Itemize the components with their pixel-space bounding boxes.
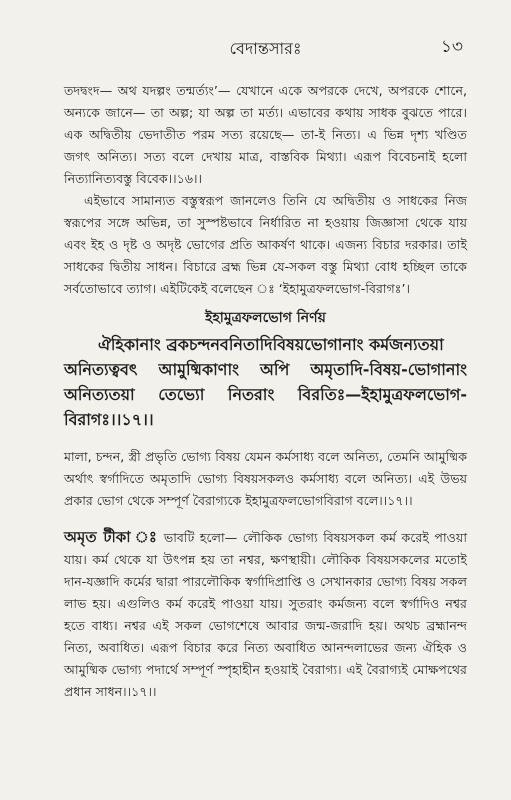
paragraph-1: তদদ্বংদ— অথ যদল্পং তন্মর্ত্যং’— যেখানে একে অপরকে দেখে, অপরকে শোনে, অন্যকে জানে— তা অল্প; যা অল্প তা মর্ত্য। এভাবের কথায় সাধক বুঝতে পারে। এক অদ্বিতীয় ভেদাতীত পরম সত্য রয়েছে— তা-ই নিত্য। এ ভিন্ন দৃশ্য খণ্ডিত জগৎ অনিত্য। সত্য বলে দেখায় মাত্র, বাস্তবিক মিথ্যা। এরূপ বিবেচনাই হলো নিত্যানিত্যবস্তু বিবেক।।১৬।। [64, 83, 467, 186]
paragraph-2: এইভাবে সামান্যত বস্তুস্বরূপ জানলেও তিনি যে অদ্বিতীয় ও সাধকের নিজ স্বরূপের সঙ্গে অভিন্ন, তা সুস্পষ্টভাবে নির্ধারিত না হওয়ায় জিজ্ঞাসা থেকে যায় এবং ইহ ও দৃষ্ট ও অদৃষ্ট ভোগের প্রতি আকর্ষণ থাকে। এজন্য বিচার দরকার। তাই সাধকের দ্বিতীয় সাধন। বিচারে ব্রহ্ম ভিন্ন যে-সকল বস্তু মিথ্যা বোধ হচ্ছিল তাকে সর্বতোভাবে ত্যাগ। এইটিকেই বলেছেন ঃ ‘ইহামুত্রফলভোগ-বিরাগঃ’। [64, 193, 467, 296]
verse-line-1: ঐহিকানাং ব্রকচন্দনবনিতাদিবিষয়ভোগানাং কর্মজন্যতয়া [98, 335, 444, 354]
commentary-text: ভাবটি হলো— লৌকিক ভোগ্য বিষয়সকল কর্ম করেই পাওয়া যায়। কর্ম থেকে যা উৎপন্ন হয় তা নশ্বর, ক্ষণস্থায়ী। লৌকিক বিষয়সকলের মতোই দান-যজ্ঞাদি কর্মের দ্বারা পারলৌকিক স্বর্গাদিপ্রাপ্তি ও সেখানকার ভোগ্য বিষয় সকল লাভ হয়। এগুলিও কর্ম করেই পাওয়া যায়। সুতরাং কর্মজন্য বলে স্বর্গাদিও নশ্বর হতে বাধ্য। নশ্বর এই সকল ভোগশেষে আবার জন্ম-জরাদি হয়। অথচ ব্রহ্মানন্দ নিত্য, অবাধিত। এরূপ বিচার করে নিত্য অবাধিত আনন্দলাভের জন্য ঐহিক ও আমুষ্মিক ভোগ্য পদার্থে সম্পূর্ণ স্পৃহাহীন হওয়াই বৈরাগ্য। এই বৈরাগ্যই মোক্ষপথের প্রধান সাধন।।১৭।। [64, 530, 467, 699]
running-title: বেদান্তসারঃ [229, 39, 302, 58]
verse-translation: মালা, চন্দন, স্ত্রী প্রভৃতি ভোগ্য বিষয় যেমন কর্মসাধ্য বলে অনিত্য, তেমনি আমুষ্মিক অর্থাৎ স্বর্গাদিতে অমৃতাদি ভোগ্য বিষয়সকলও কর্মসাধ্য বলে অনিত্য। এই উভয় প্রকার ভোগ থেকে সম্পূর্ণ বৈরাগ্যকে ইহামুত্রফলভোগবিরাগ বলে।।১৭।। [64, 449, 467, 508]
commentary-label: অমৃত টীকা ঃ [64, 528, 159, 546]
section-heading: ইহামুত্রফলভোগ নির্ণয় [205, 310, 326, 326]
sanskrit-verse [64, 332, 467, 432]
running-header [64, 26, 467, 56]
commentary [64, 526, 467, 703]
page-number: ১৩ [440, 37, 463, 57]
verse-continuation: অনিত্যত্ববৎ আমুষ্মিকাণাং অপি অমৃতাদি-বিষয়-ভোগানাং অনিত্যতয়া তেভ্যো নিতরাং বিরতিঃ—ইহামুত্রফলভোগ-বিরাগঃ।।১৭।। [64, 360, 467, 429]
